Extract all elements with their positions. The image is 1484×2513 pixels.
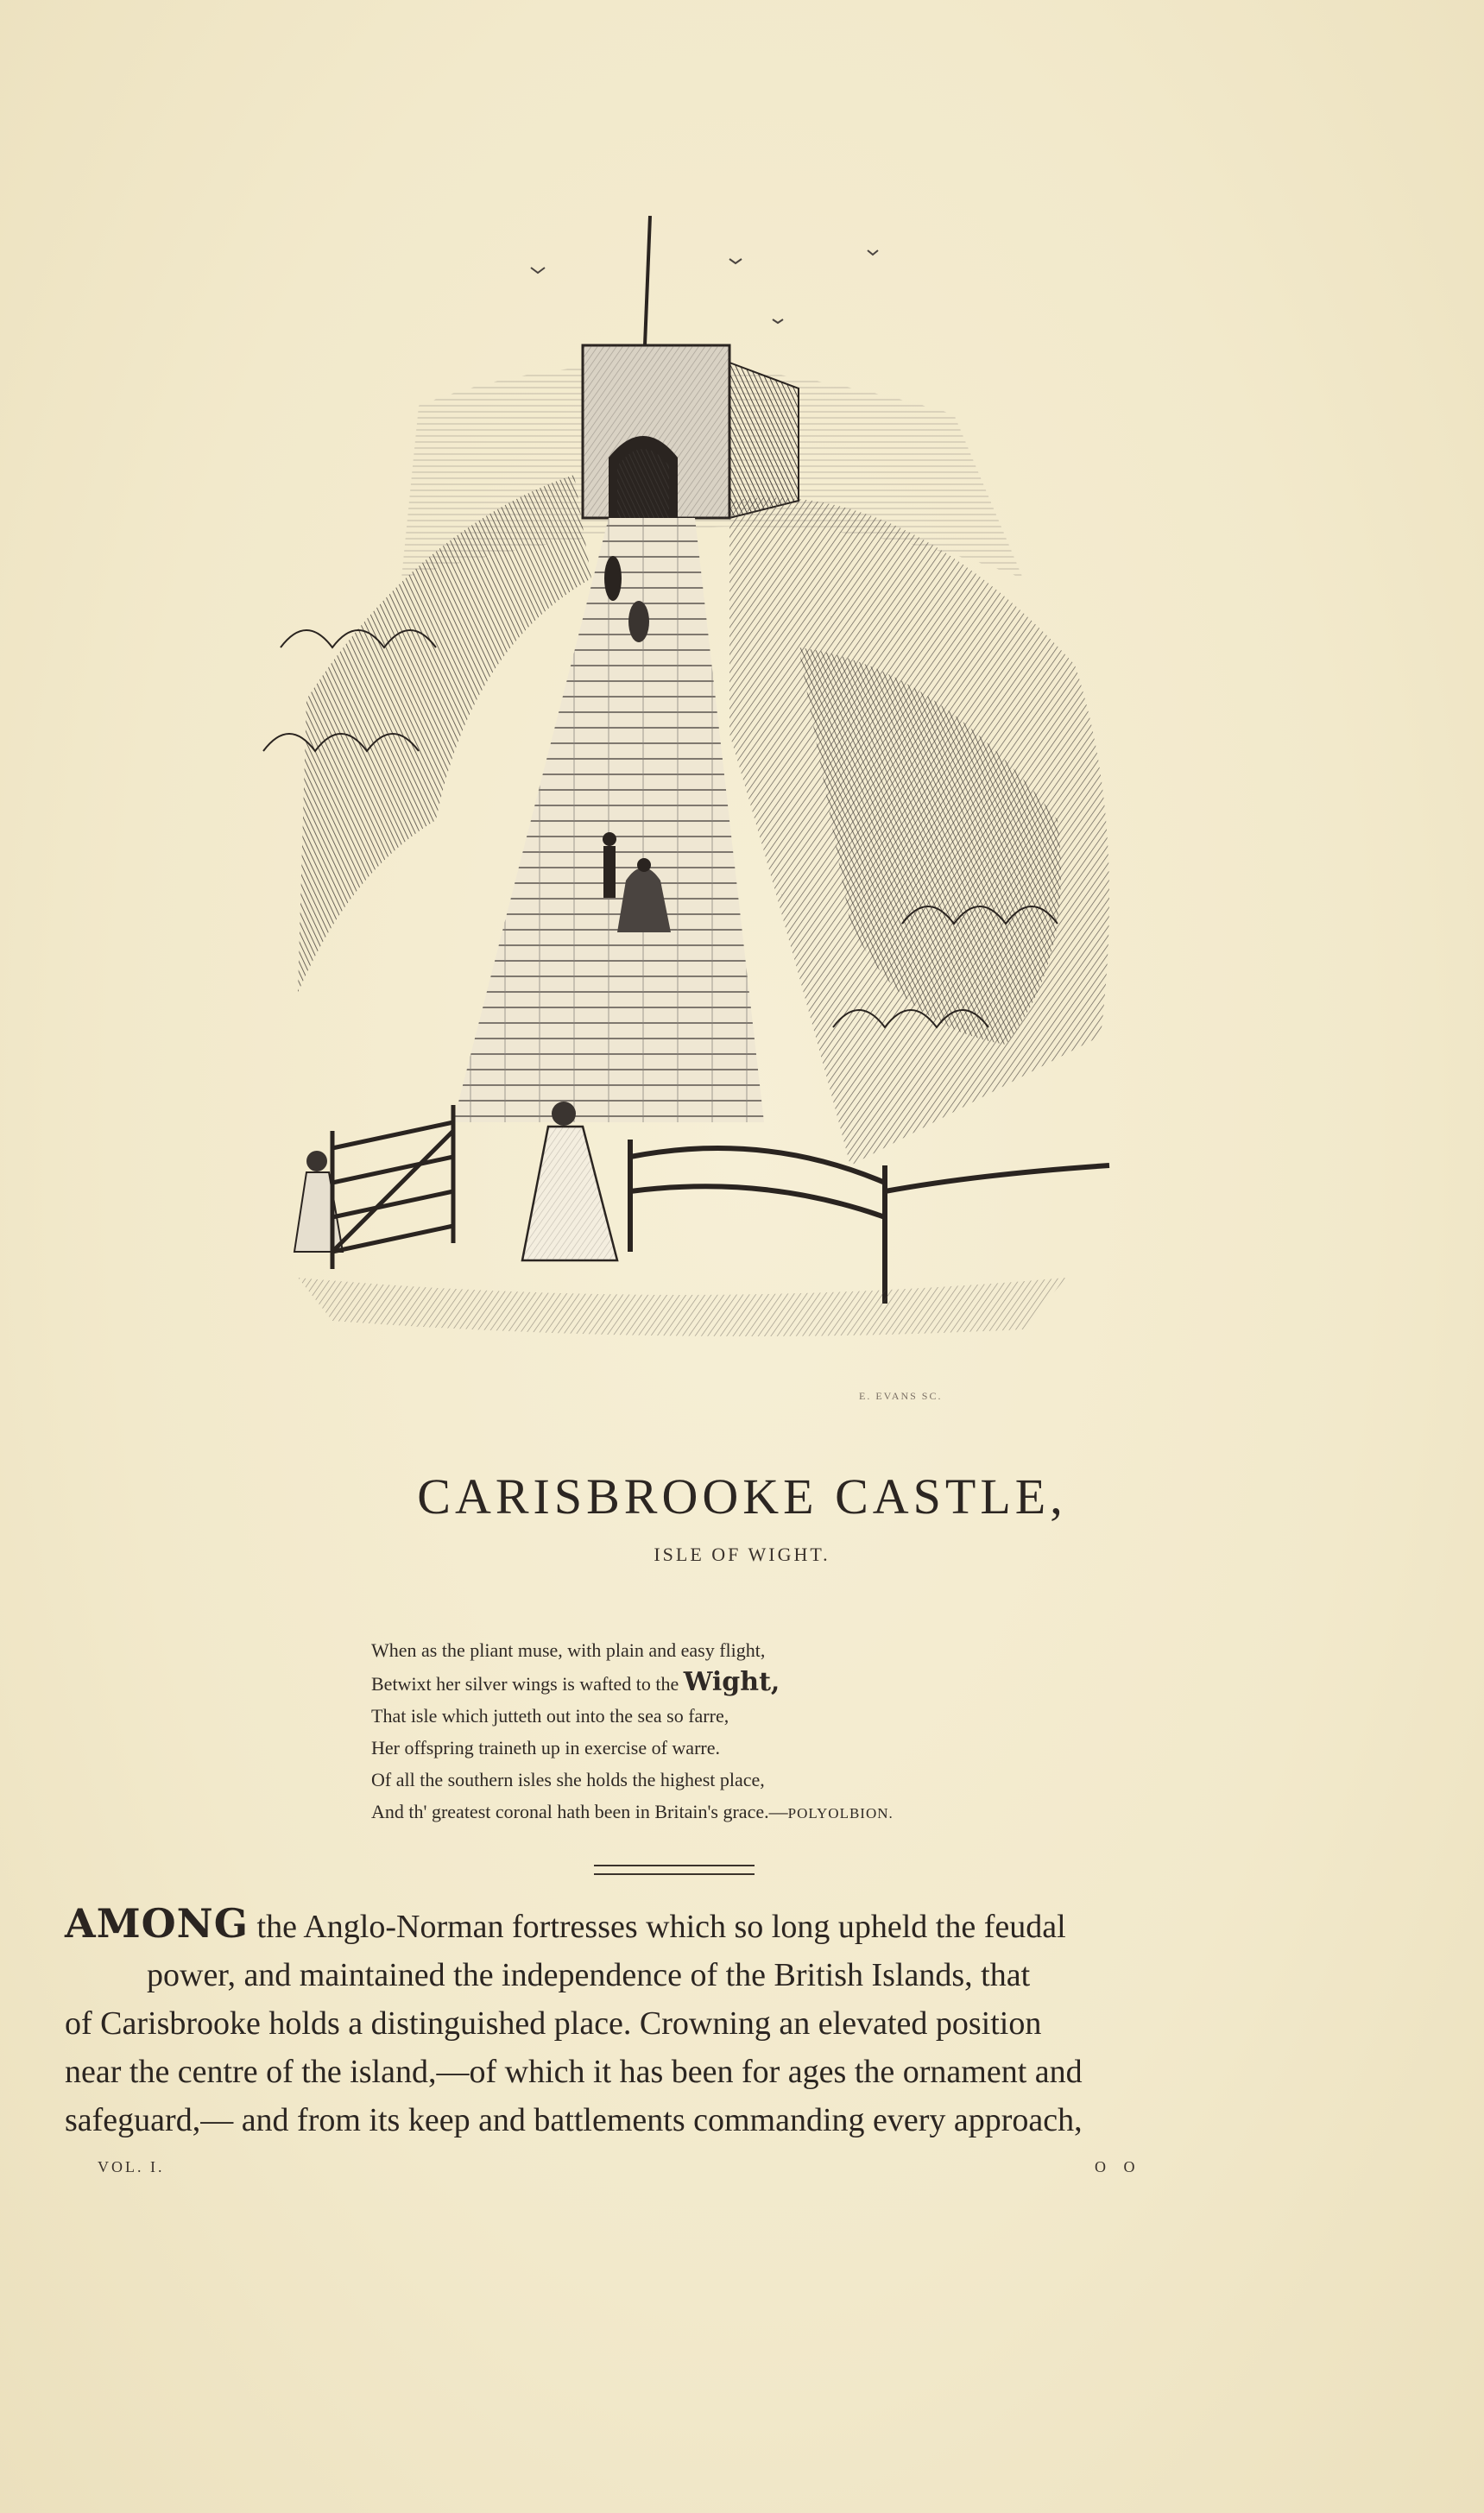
body-line: power, and maintained the independence of the British Islands, that (147, 1957, 1031, 1993)
body-line: near the centre of the island,—of which it has been for ages the ornament and (65, 2054, 1083, 2090)
epigraph-verse (371, 1634, 1148, 1829)
body-paragraph (65, 1899, 1282, 2144)
double-rule-divider (594, 1865, 755, 1875)
body-line: of Carisbrooke holds a distinguished place. Crowning an elevated position (65, 2005, 1042, 2042)
verse-line: When as the pliant muse, with plain and easy flight, (371, 1639, 766, 1661)
volume-marker: VOL. I. (98, 2158, 165, 2175)
castle-engraving-illustration (246, 216, 1152, 1424)
page-title: CARISBROOKE CASTLE, (417, 1468, 1067, 1525)
engraver-signature: E. EVANS SC. (859, 1390, 943, 1402)
dropcap: AMONG (65, 1900, 249, 1947)
blackletter-word: Wight, (683, 1667, 780, 1697)
signature-mark: O O (1095, 2158, 1142, 2175)
verse-line: Of all the southern isles she holds the highest place, (371, 1769, 765, 1790)
body-line: safeguard,— and from its keep and battlements commanding every approach, (65, 2102, 1083, 2138)
verse-attribution: POLYOLBION. (787, 1805, 894, 1822)
verse-line: Betwixt her silver wings is wafted to the Wight, (371, 1667, 780, 1697)
verse-line: That isle which jutteth out into the sea so farre, (371, 1705, 729, 1727)
page-subtitle: ISLE OF WIGHT. (654, 1544, 830, 1565)
castle-engraving-icon (246, 216, 1152, 1424)
verse-line: Her offspring traineth up in exercise of warre. (371, 1737, 720, 1758)
body-line: AMONG the Anglo-Norman fortresses which so long upheld the feudal (65, 1900, 1066, 1947)
verse-line: And th' greatest coronal hath been in Britain's grace.—POLYOLBION. (371, 1801, 894, 1822)
